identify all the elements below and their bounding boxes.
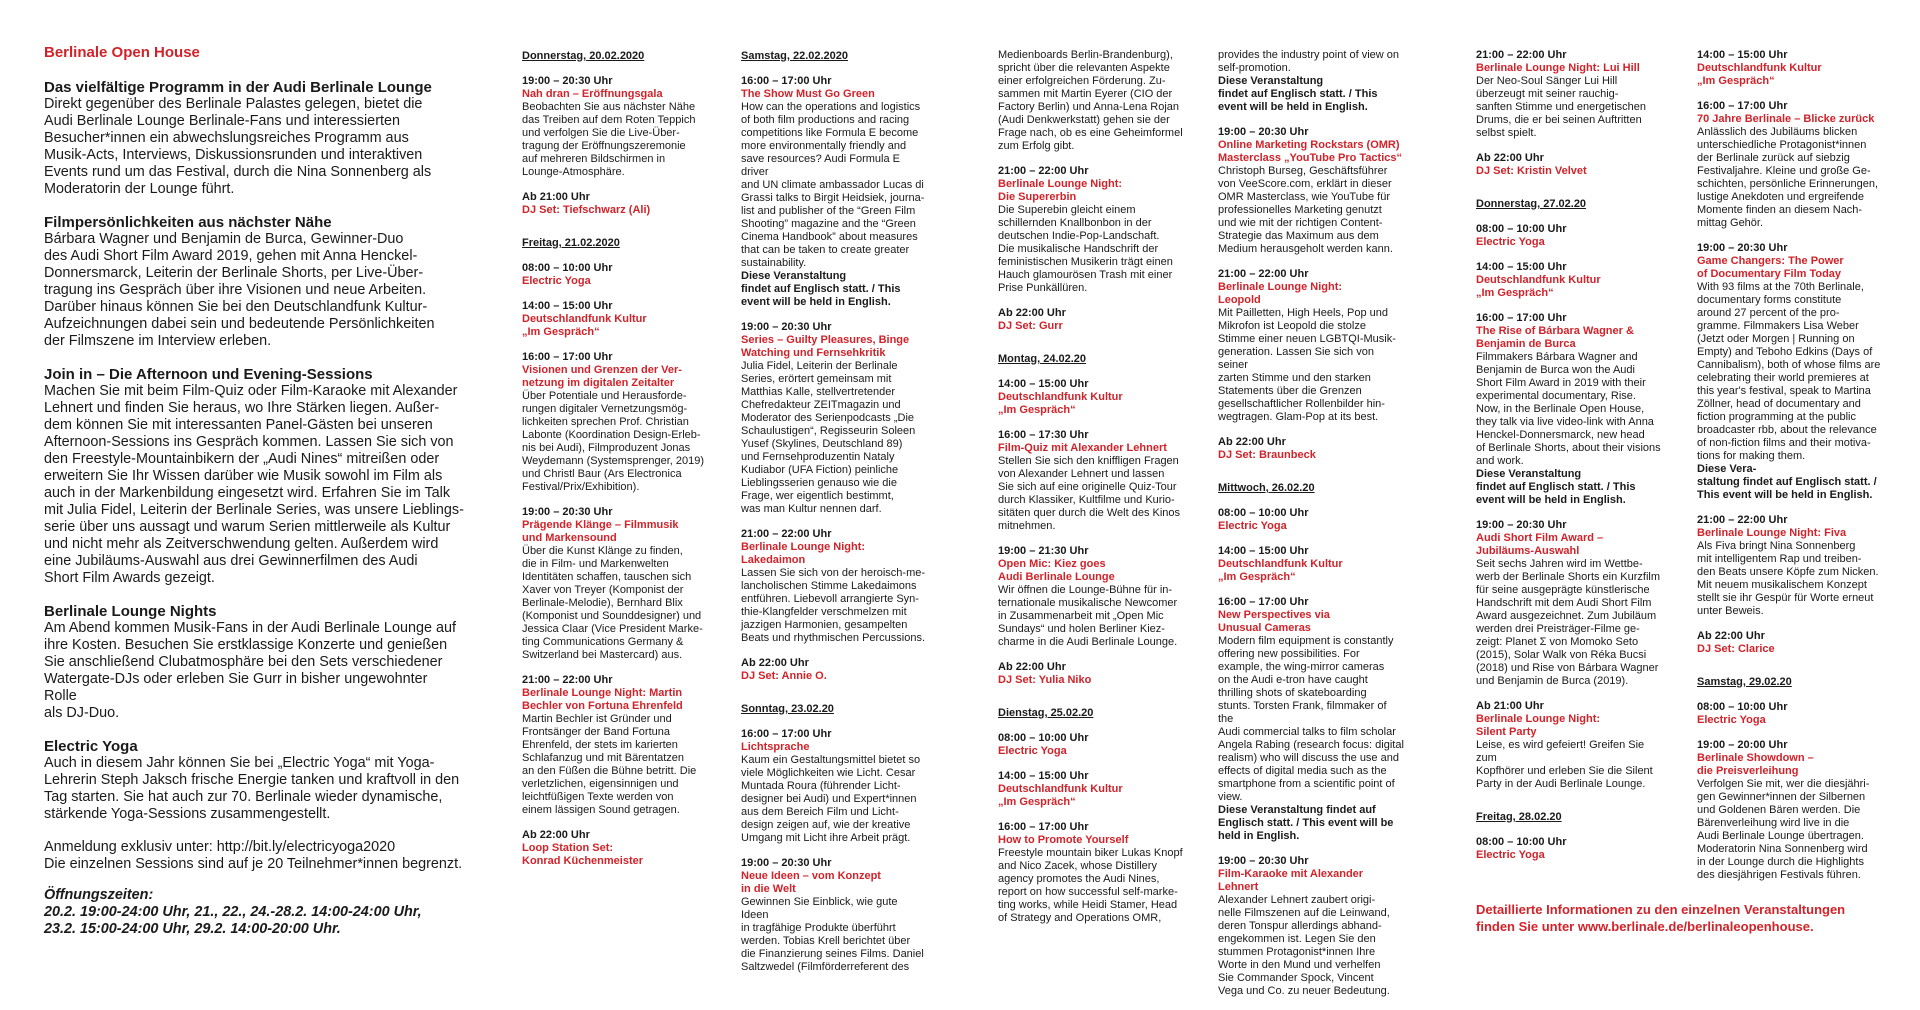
event-description: How can the operations and logistics of both film productions and racing competitions like Formula E become more environmentally friendly and save resources? Audi Formula E driver and UN climate ambassador Lucas di Grassi talks to Birgit Heidsiek, journa- list and publisher of the “Green Film Shooting” magazine and the “Green Cinema Handbook” about measures that can be taken to create greater sustainability. [741,101,925,269]
open-house-header: Berlinale Open House [44,44,200,61]
footer-line: Detaillierte Informationen zu den einzelnen Veranstaltungen [1476,902,1846,917]
event-time: 14:00 – 15:00 Uhr [998,378,1089,390]
section-body: Machen Sie mit beim Film-Quiz oder Film-Karaoke mit Alexander Lehnert und finden Sie heraus, wo Ihre Stärken liegen. Außer- dem können Sie mit interessanten Panel-Gästen bei unseren Afternoon-Sessions ins Gespräch kommen. Lassen Sie sich von den Freestyle-Mountainbikern der „Audi Nines“ mitreißen oder erweitern Sie Ihr Wissen darüber wie Musik sowohl im Film als auch in der Markenbildung eingesetzt wird. Erfahren Sie im Talk mit Julia Fidel, Leiterin der Berlinale Series, was unsere Lieblings- serie über uns aussagt und warum Serien mittlerweile als Kultur und nicht mehr als Zeitverschwendung gelten. Außerdem wird eine Jubiläums-Auswahl aus drei Gewinnerfilmen des Audi Short Film Awards gezeigt. [44,383,464,586]
event [522,829,708,868]
event-title: Berlinale Lounge Night: Leopold [1218,281,1343,306]
event [1218,436,1404,462]
event-description: Über Potentiale und Herausforde- rungen digitaler Vernetzungsmög- lichkeiten sprechen Prof. Christian Labonte (Koordination Design-Erleb- nis bei Audi), Filmproduzent Jonas Weydemann (Systemsprenger, 2019) und Christl Baur (Ars Electronica Festival/Prix/Exhibition). [522,390,704,493]
event [1218,507,1404,533]
section-heading: Filmpersönlichkeiten aus nächster Nähe [44,214,332,231]
event-time: 21:00 – 22:00 Uhr [998,165,1089,177]
event-title: DJ Set: Kristin Velvet [1476,165,1587,177]
signup-line: Anmeldung exklusiv unter: http://bit.ly/electricyoga2020 [44,839,396,855]
schedule-column-5 [1476,49,1662,874]
event-description: Filmmakers Bárbara Wagner and Benjamin de Burca won the Audi Short Film Award in 2019 with their experimental documentary, Rise. Now, in the Berlinale Open House, they talk via live video-link with Anna Henckel-Donnersmarck, new head of Berlinale Shorts, about their visions and work. [1476,351,1661,467]
event [1697,739,1883,882]
event-title: Electric Yoga [998,745,1067,757]
section-heading: Electric Yoga [44,738,138,755]
event-time: 08:00 – 10:00 Uhr [1218,507,1309,519]
event-time: Ab 22:00 Uhr [1697,630,1765,642]
event-title: Deutschlandfunk Kultur „Im Gespräch“ [998,391,1123,416]
event-title: DJ Set: Gurr [998,320,1063,332]
event-title: Electric Yoga [1697,714,1766,726]
event-time: 19:00 – 20:30 Uhr [741,321,832,333]
event-time: Ab 22:00 Uhr [522,829,590,841]
event-title: The Rise of Bárbara Wagner & Benjamin de Burca [1476,325,1634,350]
schedule-column-6 [1697,49,1883,894]
event [998,165,1184,295]
footer-link-line: finden Sie unter www.berlinale.de/berlinaleopenhouse. [1476,919,1814,934]
event-title: 70 Jahre Berlinale – Blicke zurück [1697,113,1875,125]
section-heading: Join in – Die Afternoon und Evening-Sessions [44,366,373,383]
english-note: Diese Veranstaltung findet auf Englisch statt. / This event will be held in English. [1218,75,1378,113]
event-time: 14:00 – 15:00 Uhr [522,300,613,312]
day-heading: Donnerstag, 27.02.20 [1476,198,1587,210]
event-title: New Perspectives via Unusual Cameras [1218,609,1330,634]
event-description: Alexander Lehnert zaubert origi- nelle Filmszenen auf die Leinwand, deren Tonspur allerdings abhand- engekommen ist. Legen Sie den stummen Protagonist*innen Ihre Worte in den Mund und verhelfen Sie Commander Spock, Vincent Vega und Co. zu neuer Bedeutung. [1218,894,1390,997]
event-time: 08:00 – 10:00 Uhr [522,262,613,274]
event-description: Mit Pailletten, High Heels, Pop und Mikrofon ist Leopold die stolze Stimme einer neuen LGBTQI-Musik- generation. Lassen Sie sich von seiner zarten Stimme und den starken Statements über die Grenzen gesellschaftlicher Rollenbilder hin- wegtragen. Glam-Pop at its best. [1218,307,1396,423]
section-heading: Berlinale Lounge Nights [44,603,217,620]
event [998,732,1184,758]
event-description: Seit sechs Jahren wird im Wettbe- werb der Berlinale Shorts ein Kurzfilm für seine ausgeprägte künstlerische Handschrift mit dem Audi Short Film Award ausgezeichnet. Zum Jubiläum werden drei Preisträger-Filme ge- zeigt: Planet Σ von Momoko Seto (2015), Solar Walk von Réka Bucsi (2018) und Rise von Bárbara Wagner und Benjamin de Burca (2019). [1476,558,1661,687]
day-heading: Freitag, 28.02.20 [1476,811,1562,823]
event [1476,261,1662,300]
event-description: Lassen Sie sich von der heroisch-me- lancholischen Stimme Lakedaimons entführen. Liebevoll arrangierte Syn- thie-Klangfelder verschmelzen mit jazzigen Harmonien, gesampelten Beats und rhythmischen Percussions. [741,567,926,644]
event-time: 16:00 – 17:00 Uhr [1697,100,1788,112]
event-description: Kaum ein Gestaltungsmittel bietet so viele Möglichkeiten wie Licht. Cesar Muntada Roura (führender Licht- designer bei Audi) und Expert*innen aus dem Bereich Film und Licht- design zeigen auf, wie der kreative Umgang mit Licht ihre Arbeit prägt. [741,754,921,844]
event [998,307,1184,333]
event [1476,836,1662,862]
event [1218,596,1404,843]
event-title: Electric Yoga [522,275,591,287]
event-title: DJ Set: Annie O. [741,670,827,682]
opening-hours-label: Öffnungszeiten: [44,887,154,903]
event-time: Ab 21:00 Uhr [1476,700,1544,712]
event-time: 08:00 – 10:00 Uhr [1476,223,1567,235]
event-title: Open Mic: Kiez goes Audi Berlinale Lounge [998,558,1115,583]
event-time: 16:00 – 17:00 Uhr [1218,596,1309,608]
event-description: Die Superebin gleicht einem schillernden Knallbonbon in der deutschen Indie-Pop-Landschaft. Die musikalische Handschrift der feministischen Musikerin trägt einen Hauch glamourösen Trash mit einer Prise Punkällüren. [998,204,1173,294]
event-time: 19:00 – 20:30 Uhr [522,75,613,87]
day-heading: Samstag, 29.02.20 [1697,676,1792,688]
event [1218,126,1404,256]
event-time: 08:00 – 10:00 Uhr [998,732,1089,744]
event-title: Berlinale Lounge Night: Lui Hill [1476,62,1640,74]
event [1476,519,1662,688]
schedule-column-2 [741,50,927,986]
event [1697,49,1883,88]
event [1476,49,1662,140]
section-heading: Das vielfältige Programm in der Audi Berlinale Lounge [44,79,432,96]
event [1218,855,1404,998]
event-title: The Show Must Go Green [741,88,875,100]
event [998,429,1184,533]
event-title: DJ Set: Braunbeck [1218,449,1316,461]
event-time: 21:00 – 22:00 Uhr [522,674,613,686]
event-time: Ab 22:00 Uhr [1218,436,1286,448]
event-time: 21:00 – 22:00 Uhr [741,528,832,540]
event [741,657,927,683]
event-time: 19:00 – 20:30 Uhr [1476,519,1567,531]
event-time: 08:00 – 10:00 Uhr [1697,701,1788,713]
event-description: Martin Bechler ist Gründer und Frontsänger der Band Fortuna Ehrenfeld, der stets im karierten Schlafanzug und mit Bärentatzen an den Füßen die Bühne betritt. Die verletzlichen, eigensinnigen und leichtfüßigen Texte werden von einem lässigen Sound getragen. [522,713,697,816]
event-title: Film-Karaoke mit Alexander Lehnert [1218,868,1364,893]
event-time: 19:00 – 20:30 Uhr [1697,242,1788,254]
event [1697,701,1883,727]
event-time: Ab 22:00 Uhr [998,661,1066,673]
event-title: Deutschlandfunk Kultur „Im Gespräch“ [1697,62,1822,87]
event-title: Berlinale Lounge Night: Die Supererbin [998,178,1123,203]
event-time: 19:00 – 20:30 Uhr [1218,126,1309,138]
event [1697,242,1883,502]
event-time: 14:00 – 15:00 Uhr [1697,49,1788,61]
english-note: Diese Vera- staltung findet auf Englisch statt. / This event will be held in English. [1697,463,1877,501]
event-time: 19:00 – 20:30 Uhr [1218,855,1309,867]
opening-hours-line: 20.2. 19:00-24:00 Uhr, 21., 22., 24.-28.2. 14:00-24:00 Uhr, [44,904,422,920]
event-time: 19:00 – 20:30 Uhr [522,506,613,518]
event-time: 16:00 – 17:00 Uhr [741,728,832,740]
english-note: Diese Veranstaltung findet auf Englisch statt. / This event will be held in English. [1476,468,1636,506]
event-description: Freestyle mountain biker Lukas Knopf and Nico Zacek, whose Distillery agency promotes the Audi Nines, report on how successful self-marke- ting works, while Heidi Stamer, Head of Strategy and Operations OMR, [998,847,1183,924]
event-title: Electric Yoga [1218,520,1287,532]
event-title: Berlinale Lounge Night: Fiva [1697,527,1847,539]
event-time: 19:00 – 20:00 Uhr [1697,739,1788,751]
event-description: Wir öffnen die Lounge-Bühne für in- ternationale musikalische Newcomer in Zusammenarbeit mit „Open Mic Sundays“ und holen Berliner Kiez- charme in die Audi Berlinale Lounge. [998,584,1178,648]
section-body: Bárbara Wagner und Benjamin de Burca, Gewinner-Duo des Audi Short Film Award 2019, gehen mit Anna Henckel- Donnersmarck, Leiterin der Berlinale Shorts, per Live-Über- tragung ins Gespräch über ihre Visionen und neue Arbeiten. Darüber hinaus können Sie bei den Deutschlandfunk Kultur- Aufzeichnungen dabei sein und bedeutende Persönlichkeiten der Filmszene im Interview erleben. [44,231,435,349]
event-title: Series – Guilty Pleasures, Binge Watching und Fernsehkritik [741,334,910,359]
event [998,378,1184,417]
day-heading: Sonntag, 23.02.20 [741,703,834,715]
event-time: Ab 22:00 Uhr [998,307,1066,319]
event [998,661,1184,687]
event-description: With 93 films at the 70th Berlinale, documentary forms constitute around 27 percent of the pro- gramme. Filmmakers Lisa Weber (Jetzt oder Morgen | Running on Empty) and Teboho Edkins (Days of Cannibalism), both of whose films are celebrating their world premieres at this year's festival, speak to Martina Zöllner, head of documentary and fiction programming at the public broadcaster rbb, about the relevance of non-fiction films and their motiva- tions for making them. [1697,281,1881,462]
event-time: 21:00 – 22:00 Uhr [1476,49,1567,61]
event-time: 08:00 – 10:00 Uhr [1476,836,1567,848]
event [741,75,927,309]
event-title: DJ Set: Tiefschwarz (Ali) [522,204,651,216]
event-time: 16:00 – 17:00 Uhr [522,351,613,363]
event-title: Audi Short Film Award – Jubiläums-Auswahl [1476,532,1604,557]
event [1476,312,1662,507]
event-time: Ab 22:00 Uhr [1476,152,1544,164]
event-title: Electric Yoga [1476,236,1545,248]
event [741,857,927,974]
event-title: Nah dran – Eröffnungsgala [522,88,663,100]
event-description: provides the industry point of view on self-promotion. [1218,49,1399,74]
day-heading: Mittwoch, 26.02.20 [1218,482,1315,494]
event-time: 14:00 – 15:00 Uhr [998,770,1089,782]
event [1697,514,1883,618]
schedule-column-3 [998,49,1184,937]
event-time: 21:00 – 22:00 Uhr [1697,514,1788,526]
event-description: Gewinnen Sie Einblick, wie gute Ideen in tragfähige Produkte überführt werden. Tobias Krell berichtet über die Finanzierung seines Films. Daniel Saltzwedel (Filmförderreferent des [741,896,924,973]
event [741,321,927,516]
event [522,262,708,288]
event-description: Christoph Burseg, Geschäftsführer von VeeScore.com, erklärt in dieser OMR Masterclass, wie YouTube für professionelles Marketing genutzt und wie mit der richtigen Content- Strategie das Maximum aus dem Medium herausgeholt werden kann. [1218,165,1393,255]
day-heading: Freitag, 21.02.2020 [522,237,620,249]
event [741,728,927,845]
event-description: Leise, es wird gefeiert! Greifen Sie zum Kopfhörer und erleben Sie die Silent Party in der Audi Berlinale Lounge. [1476,739,1653,790]
event-description: Julia Fidel, Leiterin der Berlinale Series, erörtert gemeinsam mit Matthias Kalle, stellvertretender Chefredakteur ZEITmagazin und Moderator des Serienpodcasts „Die Schaulustigen“, Regisseurin Soleen Yusef (Skylines, Deutschland 89) und Fernsehproduzentin Nataly Kudiabor (UFA Fiction) peinliche Lieblingsserien genauso wie die Frage, wer eigentlich bestimmt, was man Kultur nennen darf. [741,360,916,515]
event-title: Berlinale Lounge Night: Silent Party [1476,713,1601,738]
event-time: 21:00 – 22:00 Uhr [1218,268,1309,280]
event-time: 19:00 – 20:30 Uhr [741,857,832,869]
event [998,821,1184,925]
event-title: Deutschlandfunk Kultur „Im Gespräch“ [998,783,1123,808]
event-time: 16:00 – 17:00 Uhr [1476,312,1567,324]
event-title: How to Promote Yourself [998,834,1129,846]
event-description: Medienboards Berlin-Brandenburg), spricht über die relevanten Aspekte einer erfolgreichen Förderung. Zu- sammen mit Martin Eyerer (CIO der Factory Berlin) und Anna-Lena Rojan (Audi Denkwerkstatt) gehen sie der Frage nach, ob es eine Geheimformel zum Erfolg gibt. [998,49,1183,152]
details-footer [1476,901,1896,935]
event-title: Film-Quiz mit Alexander Lehnert [998,442,1167,454]
event-title: Visionen und Grenzen der Ver- netzung im digitalen Zeitalter [522,364,682,389]
section-body: Auch in diesem Jahr können Sie bei „Electric Yoga“ mit Yoga- Lehrerin Steph Jaksch frische Energie tanken und kraftvoll in den Tag starten. Sie hat auch zur 70. Berlinale wieder dynamische, stärkende Yoga-Sessions zusammengestellt. [44,755,460,822]
event-description: Verfolgen Sie mit, wer die diesjähri- gen Gewinner*innen der Silbernen und Goldenen Bären werden. Die Bärenverleihung wird live in die Audi Berlinale Lounge übertragen. Moderatorin Nina Sonnenberg wird in der Lounge durch die Highlights des diesjährigen Festivals führen. [1697,778,1870,881]
event [1218,49,1404,114]
event [522,351,708,494]
event-title: Berlinale Showdown – die Preisverleihung [1697,752,1814,777]
event-description: Der Neo-Soul Sänger Lui Hill überzeugt mit seiner rauchig- sanften Stimme und energetischen Drums, die er bei seinen Auftritten selbst spielt. [1476,75,1646,139]
event-time: Ab 22:00 Uhr [741,657,809,669]
event-title: Electric Yoga [1476,849,1545,861]
event-description: Anlässlich des Jubiläums blicken unterschiedliche Protagonist*innen der Berlinale zurück auf siebzig Festivaljahre. Kleine und große Ge- schichten, persönliche Erinnerungen, lustige Anekdoten und ergreifende Momente finden an diesem Nach- mittag Gehör. [1697,126,1879,229]
event [1697,630,1883,656]
event [522,674,708,817]
event-time: 14:00 – 15:00 Uhr [1476,261,1567,273]
event [522,75,708,179]
limit-line: Die einzelnen Sessions sind auf je 20 Teilnehmer*innen begrenzt. [44,856,463,872]
event-time: 14:00 – 15:00 Uhr [1218,545,1309,557]
event [1697,100,1883,230]
day-heading: Dienstag, 25.02.20 [998,707,1094,719]
event-time: 16:00 – 17:30 Uhr [998,429,1089,441]
event-title: Prägende Klänge – Filmmusik und Markensound [522,519,679,544]
event [1476,152,1662,178]
event-title: Deutschlandfunk Kultur „Im Gespräch“ [522,313,647,338]
event [1476,223,1662,249]
event-title: Deutschlandfunk Kultur „Im Gespräch“ [1476,274,1601,299]
event-title: Online Marketing Rockstars (OMR) Masterclass „YouTube Pro Tactics“ [1218,139,1403,164]
event-title: Lichtsprache [741,741,810,753]
english-note: Diese Veranstaltung findet auf Englisch statt. / This event will be held in English. [1218,804,1394,842]
event [522,300,708,339]
event-title: Game Changers: The Power of Documentary Film Today [1697,255,1844,280]
section-body: Am Abend kommen Musik-Fans in der Audi Berlinale Lounge auf ihre Kosten. Besuchen Sie erstklassige Konzerte und genießen Sie anschließend Clubatmosphäre bei den Sets verschiedener Watergate-DJs oder erleben Sie Gurr in bisher ungewohnter Rolle als DJ-Duo. [44,620,456,721]
opening-hours-line: 23.2. 15:00-24:00 Uhr, 29.2. 14:00-20:00 Uhr. [44,921,341,937]
event [998,770,1184,809]
event [522,506,708,662]
event [522,191,708,217]
event-description: Modern film equipment is constantly offering new possibilities. For example, the wing-mirror cameras on the Audi e-tron have caught thrilling shots of skateboarding stunts. Torsten Frank, filmmaker of the Audi commercial talks to film scholar Angela Rabing (research focus: digital realism) who will discuss the use and effects of digital media such as the smartphone from a scientific point of view. [1218,635,1404,803]
event [1476,700,1662,791]
day-heading: Donnerstag, 20.02.2020 [522,50,645,62]
event-description: Stellen Sie sich den kniffligen Fragen von Alexander Lehnert und lassen Sie sich auf eine originelle Quiz-Tour durch Klassiker, Kultfilme und Kurio- sitäten quer durch die Welt des Kinos mitnehmen. [998,455,1181,532]
event-title: Berlinale Lounge Night: Martin Bechler von Fortuna Ehrenfeld [522,687,683,712]
event-title: Loop Station Set: Konrad Küchenmeister [522,842,644,867]
event-time: 16:00 – 17:00 Uhr [741,75,832,87]
event-title: DJ Set: Yulia Niko [998,674,1092,686]
event [1218,545,1404,584]
english-note: Diese Veranstaltung findet auf Englisch statt. / This event will be held in English. [741,270,901,308]
event-time: 16:00 – 17:00 Uhr [998,821,1089,833]
day-heading: Samstag, 22.02.2020 [741,50,849,62]
event [998,49,1184,153]
event [741,528,927,645]
event-time: Ab 21:00 Uhr [522,191,590,203]
event-description: Über die Kunst Klänge zu finden, die in Film- und Markenwelten Identitäten schaffen, tauschen sich Xaver von Treyer (Komponist der Berlinale-Melodie), Bernhard Blix (Komponist und Sounddesigner) und Jessica Claar (Vice President Marke- ting Communications Germany & Switzerland bei Mastercard) aus. [522,545,703,661]
event-description: Beobachten Sie aus nächster Nähe das Treiben auf dem Roten Teppich und verfolgen Sie die Live-Über- tragung der Eröffnungszeremonie auf mehreren Bildschirmen in Lounge-Atmosphäre. [522,101,696,178]
day-heading: Montag, 24.02.20 [998,353,1087,365]
event-title: DJ Set: Clarice [1697,643,1775,655]
intro-column [44,44,464,938]
event-title: Berlinale Lounge Night: Lakedaimon [741,541,866,566]
section-body: Direkt gegenüber des Berlinale Palastes gelegen, bietet die Audi Berlinale Lounge Berlinale-Fans und interessierten Besucher*innen ein abwechslungsreiches Programm aus Musik-Acts, Interviews, Diskussionsrunden und interaktiven Events rund um das Festival, durch die Nina Sonnenberg als Moderatorin der Lounge führt. [44,96,432,197]
event [1218,268,1404,424]
event-description: Als Fiva bringt Nina Sonnenberg mit intelligentem Rap und treiben- den Beats unsere Köpfe zum Nicken. Mit neuem musikalischem Konzept stellt sie ihr Gespür für Worte erneut unter Beweis. [1697,540,1879,617]
event-title: Deutschlandfunk Kultur „Im Gespräch“ [1218,558,1343,583]
schedule-column-1 [522,50,708,880]
schedule-column-4 [1218,49,1404,1010]
event-time: 19:00 – 21:30 Uhr [998,545,1089,557]
event-title: Neue Ideen – vom Konzept in die Welt [741,870,881,895]
event [998,545,1184,649]
